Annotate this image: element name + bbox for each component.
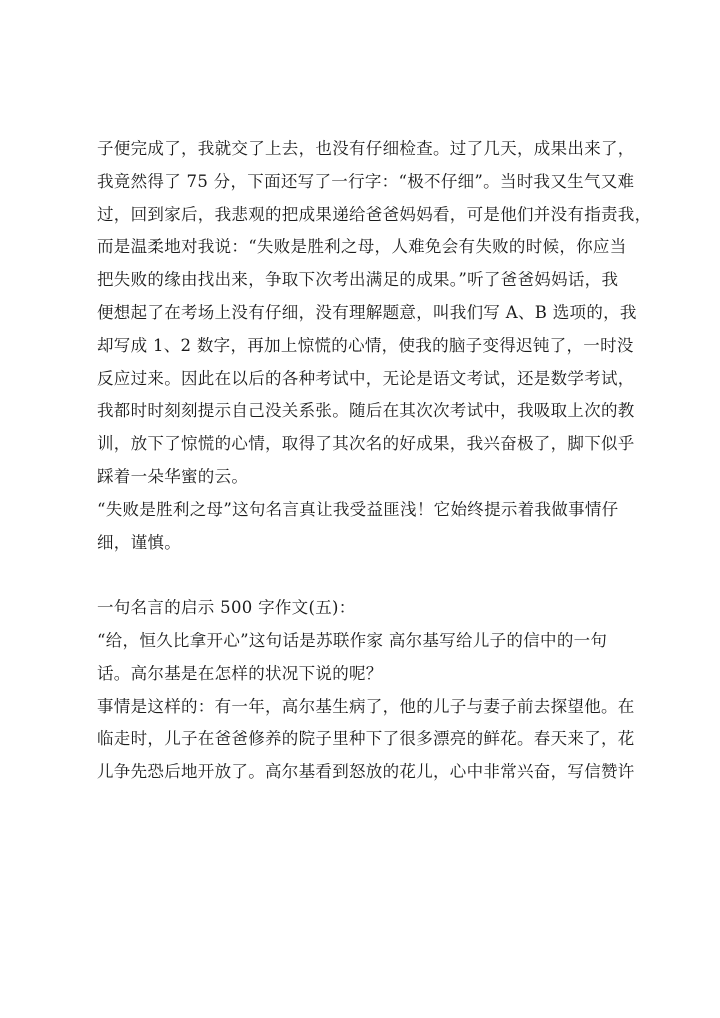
text-line: 却写成 1、2 数字，再加上惊慌的心情，使我的脑子变得迟钝了，一时没 [97,335,634,355]
text-line: “给，恒久比拿开心”这句话是苏联作家 高尔基写给儿子的信中的一句 [97,630,608,650]
paragraph-gorky-quote [97,625,637,691]
paragraph-failure-story [97,133,652,494]
text-line: 踩着一朵华蜜的云。 [97,466,249,486]
text-line: 子便完成了，我就交了上去，也没有仔细检查。过了几天，成果出来了， [97,139,635,158]
document-body [97,133,652,789]
text-line: 我都时时刻刻提示自己没关系张。随后在其次次考试中，我吸取上次的教 [97,401,635,421]
blank-line [97,559,637,592]
text-line: 过，回到家后，我悲观的把成果递给爸爸妈妈看，可是他们并没有指责我， [97,204,652,224]
text-line: 临走时，儿子在爸爸修养的院子里种下了很多漂亮的鲜花。春天来了，花 [97,729,635,749]
paragraph-gorky-story [97,691,637,789]
text-line: 事情是这样的：有一年，高尔基生病了，他的儿子与妻子前去探望他。在 [97,696,635,716]
text-line: 话。高尔基是在怎样的状况下说的呢？ [97,663,383,683]
paragraph-conclusion [97,494,637,560]
text-line: 把失败的缘由找出来，争取下次考出满足的成果。”听了爸爸妈妈话，我 [97,270,619,290]
text-line: 我竟然得了 75 分，下面还写了一行字：“极不仔细”。当时我又生气又难 [97,171,635,191]
section-heading: 一句名言的启示 500 字作文(五)： [97,598,356,618]
text-line: 训，放下了惊慌的心情，取得了其次名的好成果，我兴奋极了，脚下似乎 [97,434,635,454]
text-line: 反应过来。因此在以后的各种考试中，无论是语文考试，还是数学考试， [97,368,635,388]
text-line: 儿争先恐后地开放了。高尔基看到怒放的花儿，心中非常兴奋，写信赞许 [97,762,635,782]
text-line: 便想起了在考场上没有仔细，没有理解题意，叫我们写 A、B 选项的，我 [97,302,637,322]
text-line: “失败是胜利之母”这句名言真让我受益匪浅！它始终提示着我做事情仔 [97,499,619,519]
text-line: 细，谨慎。 [97,532,181,552]
text-line: 而是温柔地对我说：“失败是胜利之母，人难免会有失败的时候，你应当 [97,237,627,257]
